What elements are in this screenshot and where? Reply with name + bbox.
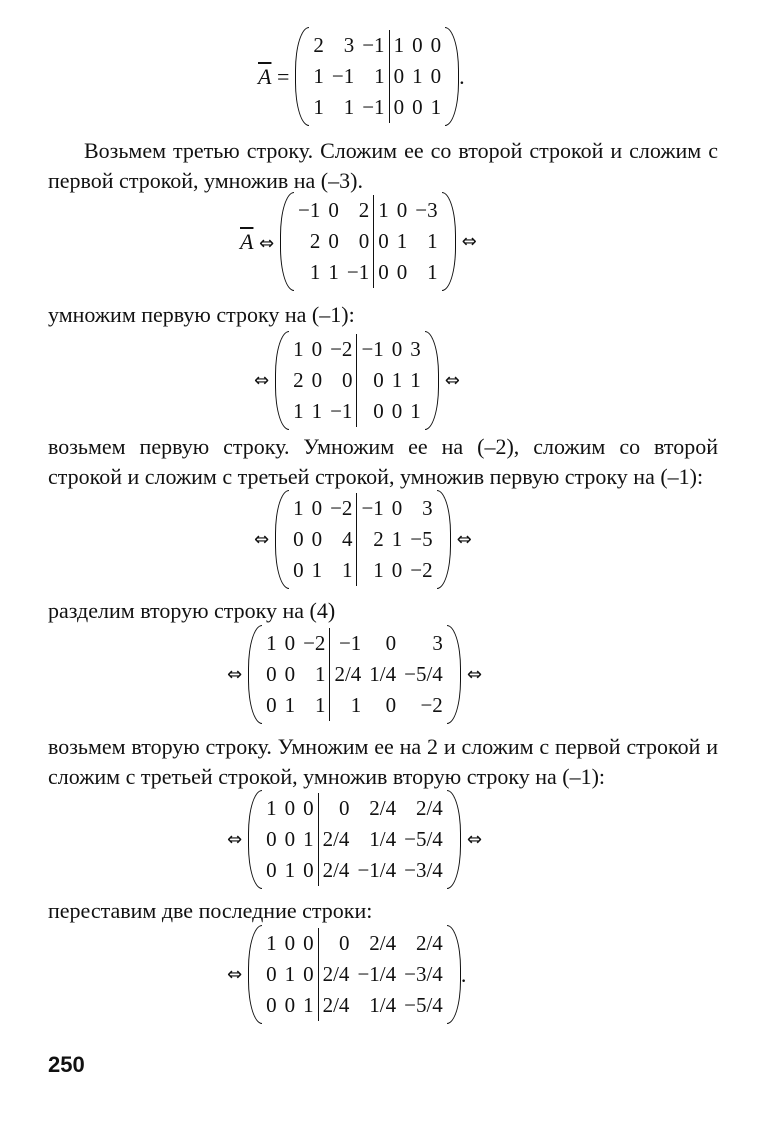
coefficient-block (262, 928, 319, 1021)
matrix-cell: 1 (284, 693, 296, 717)
equivalence-arrow: ⇔ (456, 529, 472, 550)
augmented-block (357, 334, 424, 427)
matrix-cell: 1 (430, 95, 442, 119)
matrix-cell: 0 (391, 496, 403, 520)
equivalence-arrow: ⇔ (227, 964, 243, 985)
matrix-cell: −1 (361, 337, 384, 361)
matrix-cell: 0 (393, 95, 405, 119)
equation-lhs (240, 229, 274, 255)
left-parenthesis (248, 925, 262, 1024)
matrix-cell: −2 (303, 631, 326, 655)
right-parenthesis (447, 790, 461, 889)
matrix-cell: 1 (393, 33, 405, 57)
matrix-cell: 0 (284, 827, 296, 851)
matrix-cell: −1 (362, 33, 385, 57)
coefficient-block (289, 493, 357, 586)
equivalence-arrow: ⇔ (466, 664, 482, 685)
matrix-cell: 0 (393, 64, 405, 88)
matrix-cell: 1 (374, 64, 385, 88)
matrix-cell: 0 (412, 33, 423, 57)
paragraph-4: разделим вторую строку на (4) (48, 598, 336, 623)
matrix-cell: −1/4 (357, 858, 397, 882)
matrix-cell: 2/4 (369, 796, 397, 820)
equivalence-arrow: ⇔ (227, 829, 243, 850)
matrix-cell: 0 (373, 399, 384, 423)
matrix-cell: −5/4 (404, 993, 443, 1017)
matrix-cell: 1 (266, 631, 277, 655)
matrix-cell: 1 (350, 693, 362, 717)
matrix-cell: 1/4 (369, 993, 397, 1017)
matrix-cell: 2 (313, 33, 324, 57)
augmented-matrix (248, 928, 461, 1021)
matrix-cell: 1 (284, 858, 296, 882)
matrix-cell: 1 (313, 95, 324, 119)
augmented-matrix (295, 30, 459, 123)
matrix-cell: 0 (311, 368, 323, 392)
matrix-cell: 3 (343, 33, 355, 57)
matrix-cell: −3 (415, 198, 438, 222)
matrix-cell: −1 (338, 631, 362, 655)
matrix-cell: 1 (311, 399, 323, 423)
matrix-cell: 0 (266, 662, 277, 686)
matrix-cell: 1 (427, 229, 438, 253)
matrix-cell: −1 (362, 95, 385, 119)
matrix-cell: 0 (311, 337, 323, 361)
matrix-cell: 0 (293, 527, 304, 551)
matrix-cell: 0 (266, 858, 277, 882)
matrix-cell: −5/4 (404, 662, 443, 686)
right-parenthesis (445, 27, 459, 126)
matrix-cell: 0 (293, 558, 304, 582)
matrix-cell: 0 (391, 558, 403, 582)
matrix-cell: 1 (309, 260, 321, 284)
equation-5 (227, 628, 482, 721)
matrix-cell: −2 (330, 337, 353, 361)
matrix-cell: 0 (284, 631, 296, 655)
equivalence-arrow: ⇔ (461, 231, 477, 252)
matrix-cell: 0 (378, 229, 389, 253)
matrix-cell: 1 (410, 399, 421, 423)
matrix-cell: 2 (293, 368, 304, 392)
matrix-cell: 1 (313, 64, 324, 88)
right-parenthesis (442, 192, 456, 291)
matrix-cell: 2/4 (369, 931, 397, 955)
matrix-cell: −2 (420, 693, 443, 717)
matrix-cell: 1/4 (369, 827, 397, 851)
equivalence-arrow: ⇔ (466, 829, 482, 850)
matrix-cell: 0 (338, 796, 350, 820)
equation-3 (254, 334, 460, 427)
matrix-cell: 1 (396, 229, 408, 253)
matrix-cell: 0 (284, 796, 296, 820)
augmented-block (357, 493, 436, 586)
matrix-cell: 0 (311, 527, 323, 551)
paragraph-6: переставим две последние строки: (48, 898, 373, 923)
equation-lhs: $\overline{A}$ = (258, 63, 290, 89)
matrix-cell: −5/4 (404, 827, 443, 851)
matrix-cell: 0 (328, 229, 339, 253)
left-parenthesis (248, 790, 262, 889)
left-parenthesis (295, 27, 309, 126)
matrix-cell: 1 (314, 662, 326, 686)
matrix-cell: 0 (385, 693, 397, 717)
matrix-cell: 1/4 (369, 662, 397, 686)
matrix-cell: 0 (284, 662, 296, 686)
matrix-cell: 0 (430, 33, 442, 57)
equation-7 (227, 928, 466, 1021)
matrix-cell: 1 (391, 368, 403, 392)
paragraph-1: Возьмем третью строку. Сложим ее со второй строкой и сложим с первой строкой, умножив на (–3). (48, 138, 718, 193)
left-parenthesis (248, 625, 262, 724)
augmented-matrix (275, 334, 439, 427)
matrix-cell: −1/4 (357, 962, 397, 986)
paragraph-2: умножим первую строку на (–1): (48, 302, 355, 327)
matrix-cell: 1 (303, 827, 314, 851)
matrix-cell: 0 (303, 796, 314, 820)
a-bar-symbol: $\overline{A}$ (258, 63, 272, 89)
augmented-block (374, 195, 441, 288)
period: . (460, 961, 467, 987)
matrix-cell: 0 (412, 95, 423, 119)
matrix-cell: 0 (341, 368, 353, 392)
matrix-cell: 2/4 (322, 962, 350, 986)
coefficient-block (262, 793, 319, 886)
right-parenthesis (447, 625, 461, 724)
matrix-cell: 1 (303, 993, 314, 1017)
matrix-cell: −3/4 (404, 962, 443, 986)
right-parenthesis (447, 925, 461, 1024)
matrix-cell: 0 (303, 962, 314, 986)
coefficient-block (294, 195, 374, 288)
matrix-cell: −1 (331, 64, 355, 88)
paragraph-3: возьмем первую строку. Умножим ее на (–2), сложим со второй строкой и сложим с третьей строкой, умножив первую строку на (–1): (48, 434, 718, 489)
coefficient-block (289, 334, 357, 427)
augmented-matrix (248, 628, 461, 721)
left-parenthesis (275, 331, 289, 430)
left-parenthesis (275, 490, 289, 589)
matrix-cell: 1 (314, 693, 326, 717)
matrix-cell: 1 (266, 796, 277, 820)
matrix-cell: 0 (430, 64, 442, 88)
matrix-cell: 2/4 (415, 796, 443, 820)
equation-2 (240, 195, 477, 288)
matrix-cell: 3 (410, 337, 421, 361)
equivalence-arrow: ⇔ (444, 370, 460, 391)
matrix-cell: −1 (346, 260, 370, 284)
matrix-cell: 1 (373, 558, 384, 582)
matrix-cell: −1 (330, 399, 353, 423)
matrix-cell: 1 (412, 64, 423, 88)
equivalence-arrow: ⇔ (254, 370, 270, 391)
matrix-cell: 2/4 (322, 858, 350, 882)
right-parenthesis (425, 331, 439, 430)
matrix-cell: −2 (330, 496, 353, 520)
matrix-cell: 0 (266, 827, 277, 851)
right-parenthesis (437, 490, 451, 589)
matrix-cell: 3 (422, 496, 433, 520)
matrix-cell: 1 (266, 931, 277, 955)
matrix-cell: 1 (410, 368, 421, 392)
matrix-cell: −3/4 (404, 858, 443, 882)
matrix-cell: 2 (309, 229, 321, 253)
matrix-cell: 2 (358, 198, 370, 222)
matrix-cell: 2 (373, 527, 384, 551)
equivalence-arrow: ⇔ (258, 232, 275, 254)
matrix-cell: 1 (427, 260, 438, 284)
matrix-cell: 0 (303, 931, 314, 955)
matrix-cell: 0 (396, 260, 408, 284)
matrix-cell: 1 (293, 337, 304, 361)
equation-4 (254, 493, 472, 586)
augmented-block (390, 30, 446, 123)
left-parenthesis (280, 192, 294, 291)
augmented-matrix (248, 793, 461, 886)
equation-6 (227, 793, 482, 886)
matrix-cell: −2 (410, 558, 433, 582)
matrix-cell: 0 (266, 962, 277, 986)
matrix-cell: 0 (328, 198, 339, 222)
matrix-cell: 0 (338, 931, 350, 955)
matrix-cell: 4 (341, 527, 353, 551)
augmented-block (330, 628, 446, 721)
augmented-matrix (275, 493, 451, 586)
matrix-cell: 1 (378, 198, 389, 222)
matrix-cell: 2/4 (415, 931, 443, 955)
page-number: 250 (48, 1052, 85, 1077)
matrix-cell: 1 (391, 527, 403, 551)
matrix-cell: 0 (385, 631, 397, 655)
coefficient-block (262, 628, 330, 721)
matrix-cell: 1 (311, 558, 323, 582)
matrix-cell: 3 (432, 631, 443, 655)
matrix-cell: −5 (410, 527, 433, 551)
equivalence-arrow: ⇔ (254, 529, 270, 550)
matrix-cell: 0 (358, 229, 370, 253)
matrix-cell: 2/4 (334, 662, 362, 686)
matrix-cell: −1 (361, 496, 384, 520)
matrix-cell: 0 (303, 858, 314, 882)
matrix-cell: 1 (293, 399, 304, 423)
a-bar-symbol: $\overline{A}$ (240, 228, 254, 254)
matrix-cell: 0 (284, 993, 296, 1017)
matrix-cell: 1 (328, 260, 339, 284)
matrix-cell: 0 (311, 496, 323, 520)
matrix-cell: 1 (293, 496, 304, 520)
matrix-cell: 2/4 (322, 993, 350, 1017)
equation-1 (258, 30, 465, 123)
augmented-block (319, 793, 447, 886)
matrix-cell: 0 (391, 337, 403, 361)
matrix-cell: −1 (298, 198, 321, 222)
paragraph-5: возьмем вторую строку. Умножим ее на 2 и сложим с первой строкой и сложим с третьей строкой, умножив вторую строку на (–1): (48, 734, 718, 789)
matrix-cell: 1 (341, 558, 353, 582)
matrix-cell: 0 (373, 368, 384, 392)
matrix-cell: 0 (396, 198, 408, 222)
period: . (459, 63, 465, 89)
matrix-cell: 0 (378, 260, 389, 284)
matrix-cell: 0 (391, 399, 403, 423)
matrix-cell: 0 (266, 993, 277, 1017)
matrix-cell: 1 (284, 962, 296, 986)
matrix-cell: 0 (284, 931, 296, 955)
coefficient-block (309, 30, 389, 123)
matrix-cell: 2/4 (322, 827, 350, 851)
equivalence-arrow: ⇔ (227, 664, 243, 685)
matrix-cell: 0 (266, 693, 277, 717)
augmented-matrix (280, 195, 456, 288)
matrix-cell: 1 (343, 95, 355, 119)
augmented-block (319, 928, 447, 1021)
